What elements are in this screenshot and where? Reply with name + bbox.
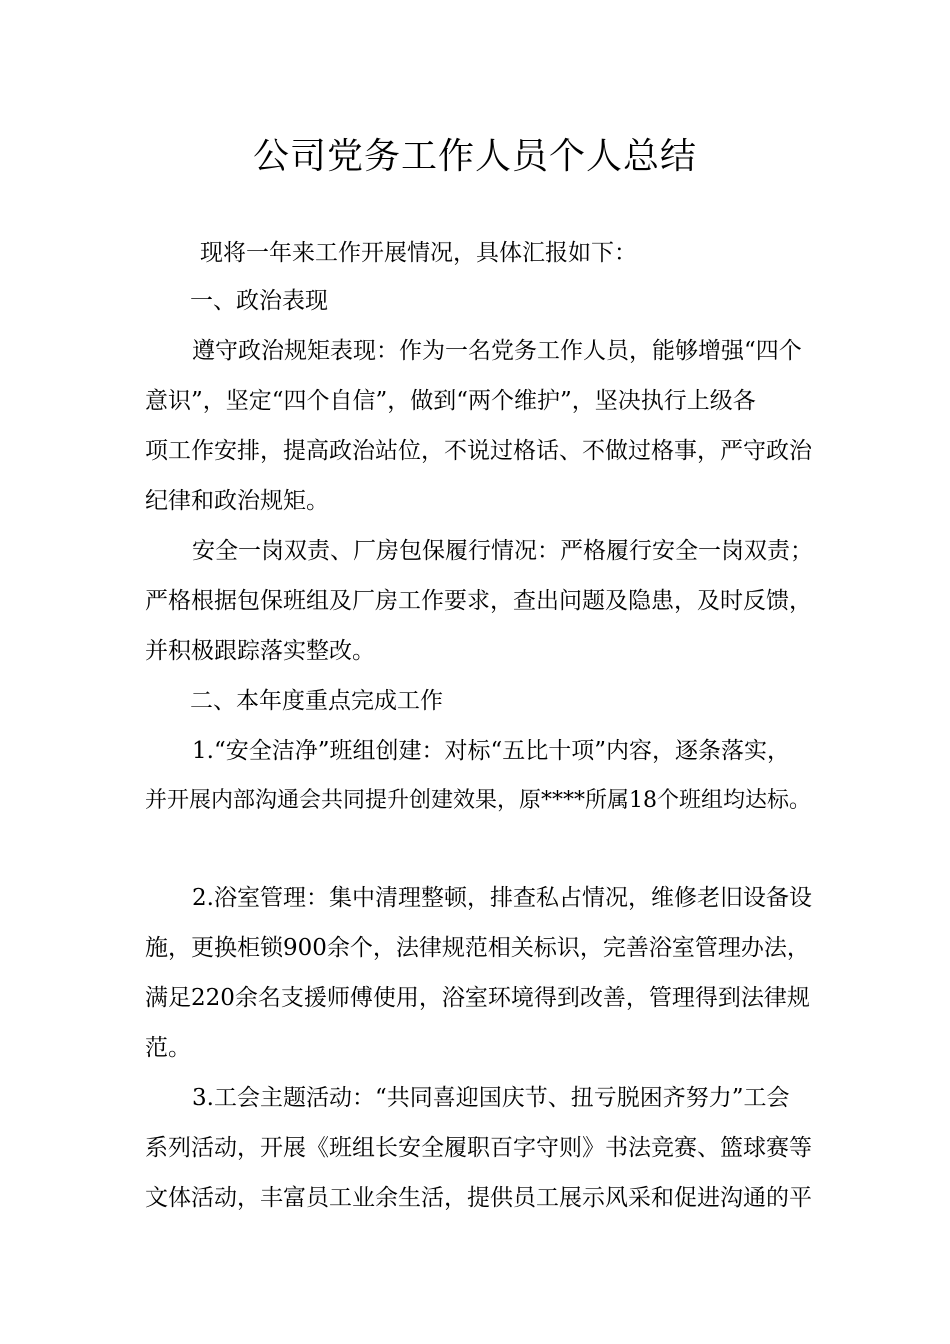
paragraph-line: 并开展内部沟通会共同提升创建效果，原****所属18个班组均达标。 (145, 788, 811, 813)
paragraph-line: 严格根据包保班组及厂房工作要求，查出问题及隐患，及时反馈， (145, 588, 812, 614)
paragraph-line: 纪律和政治规矩。 (145, 488, 329, 514)
paragraph-line: 2.浴室管理：集中清理整顿，排查私占情况，维修老旧设备设 (192, 885, 812, 911)
paragraph-line: 意识”，坚定“四个自信”，做到“两个维护”，坚决执行上级各 (145, 388, 756, 414)
paragraph-line: 遵守政治规矩表现：作为一名党务工作人员，能够增强“四个 (192, 338, 802, 364)
paragraph-line: 项工作安排，提高政治站位，不说过格话、不做过格事，严守政治 (145, 438, 812, 464)
paragraph-line: 现将一年来工作开展情况，具体汇报如下： (200, 240, 637, 266)
paragraph-line: 3.工会主题活动：“共同喜迎国庆节、扭亏脱困齐努力”工会 (192, 1085, 790, 1111)
paragraph-line: 安全一岗双责、厂房包保履行情况：严格履行安全一岗双责； (192, 538, 813, 564)
section-heading: 二、本年度重点完成工作 (190, 688, 443, 714)
paragraph-line: 系列活动，开展《班组长安全履职百字守则》书法竞赛、篮球赛等 (145, 1135, 812, 1161)
paragraph-line: 并积极跟踪落实整改。 (145, 638, 375, 664)
paragraph-line: 满足220余名支援师傅使用，浴室环境得到改善，管理得到法律规 (145, 985, 810, 1011)
paragraph-line: 文体活动，丰富员工业余生活，提供员工展示风采和促进沟通的平 (145, 1185, 812, 1211)
section-heading: 一、政治表现 (190, 288, 328, 314)
paragraph-line: 施，更换柜锁900余个，法律规范相关标识，完善浴室管理办法， (145, 935, 810, 961)
paragraph-line: 范。 (145, 1035, 191, 1061)
paragraph-line: 1.“安全洁净”班组创建：对标“五比十项”内容，逐条落实， (192, 738, 790, 764)
document-title: 公司党务工作人员个人总结 (252, 136, 697, 177)
